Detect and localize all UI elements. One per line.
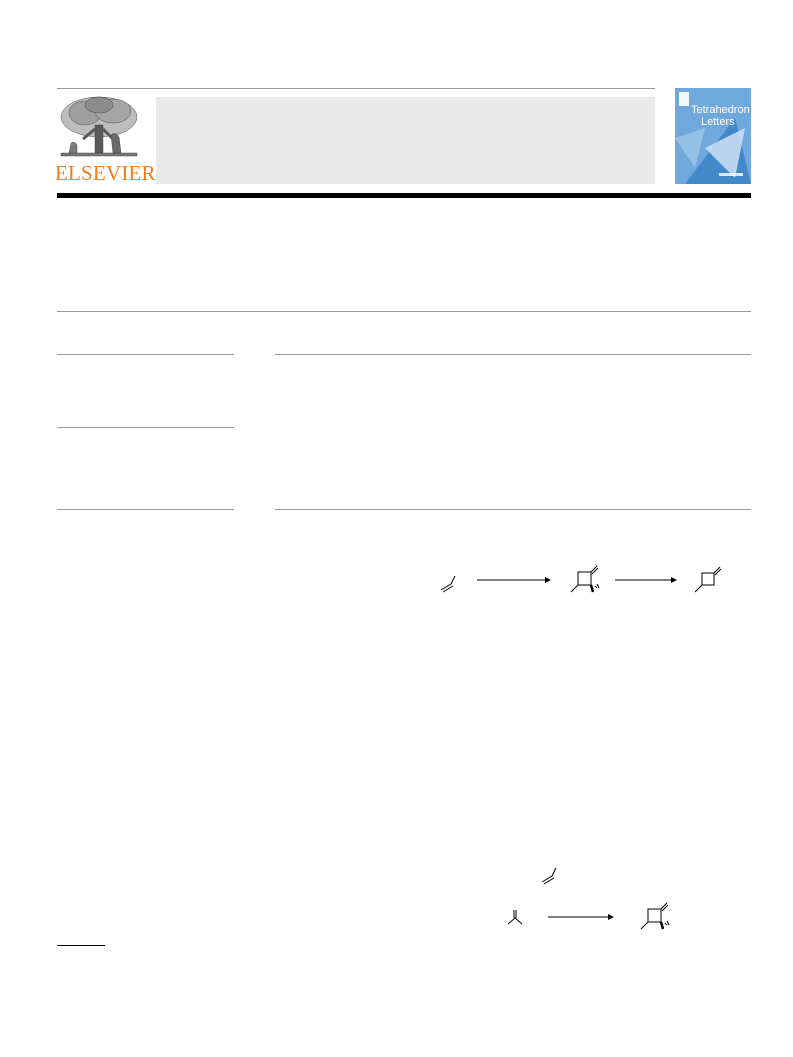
- reaction-arrow-1: [477, 577, 551, 583]
- alkene-reagent-structure: [542, 868, 556, 884]
- reaction-arrow-3: [548, 914, 614, 920]
- scheme-top: [435, 562, 735, 602]
- elsevier-logo: [55, 95, 156, 185]
- journal-cover-image: [675, 88, 751, 184]
- elsevier-tree-icon: [55, 95, 143, 161]
- ketone-reactant-structure: [508, 910, 522, 924]
- header-top-rule: [57, 88, 655, 89]
- cover-title-line1: Tetrahedron: [691, 104, 750, 116]
- journal-header-box: [156, 97, 655, 184]
- left-column-rule-2: [57, 427, 234, 428]
- abstract-top-rule: [275, 354, 751, 355]
- abstract-bottom-rule: [275, 509, 751, 510]
- left-column-rule-3: [57, 509, 234, 510]
- reaction-arrow-2: [615, 577, 677, 583]
- elsevier-wordmark: ELSEVIER: [55, 161, 156, 185]
- footnote-rule: [57, 945, 105, 946]
- article-info-rule: [57, 311, 751, 312]
- cover-graphic-icon: [675, 88, 751, 184]
- alkene-reactant-structure: [441, 576, 455, 592]
- cover-title-line2: Letters: [701, 116, 735, 128]
- left-column-rule-1: [57, 354, 234, 355]
- cyclobutane-product-structure: [695, 567, 721, 592]
- scheme-bottom: [500, 862, 680, 934]
- header-bottom-thick-rule: [57, 193, 751, 198]
- cyclobutane-intermediate-structure: [571, 566, 599, 592]
- cyclobutane-bottom-product-structure: [641, 903, 669, 929]
